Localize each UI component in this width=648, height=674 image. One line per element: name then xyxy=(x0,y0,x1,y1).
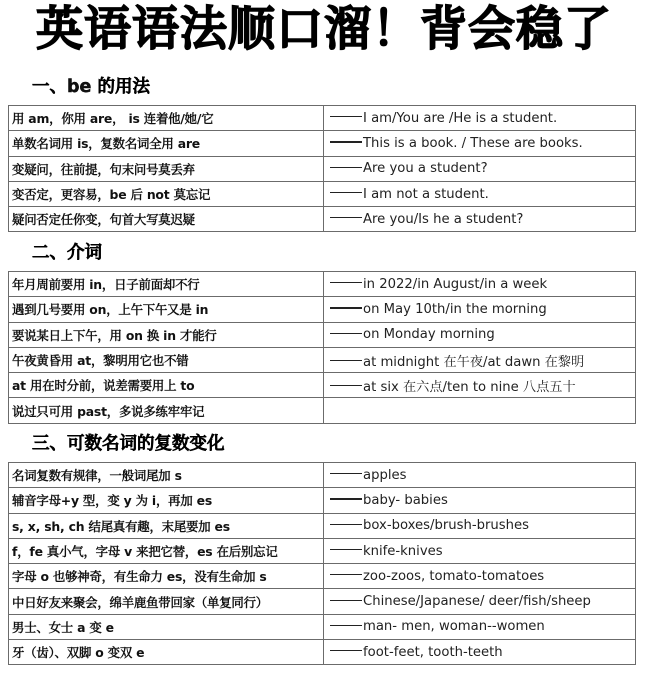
rule-cell: 要说某日上下午，用 on 换 in 才能行 xyxy=(9,322,324,347)
dash-divider xyxy=(330,574,362,575)
rule-cell: 用 am，你用 are， is 连着他/她/它 xyxy=(9,106,324,131)
example-text: man- men, woman--women xyxy=(363,619,545,635)
dash-divider xyxy=(330,217,362,218)
dash-divider xyxy=(330,167,362,168)
example-text: apples xyxy=(363,467,407,483)
example-text: baby- babies xyxy=(363,492,448,508)
table-row xyxy=(9,640,636,665)
rule-cell: 辅音字母+y 型，变 y 为 i，再加 es xyxy=(9,488,324,513)
table-row xyxy=(9,207,636,232)
page-title: 英语语法顺口溜！背会稳了 xyxy=(36,2,612,57)
dash-divider xyxy=(330,650,362,651)
rule-cell: 变否定，更容易，be 后 not 莫忘记 xyxy=(9,181,324,206)
rule-cell: 疑问否定任你变，句首大写莫迟疑 xyxy=(9,207,324,232)
rule-cell: 变疑问，往前提，句末问号莫丢弃 xyxy=(9,156,324,181)
example-text: on Monday morning xyxy=(363,327,495,343)
example-text: in 2022/in August/in a week xyxy=(363,276,548,292)
example-cell xyxy=(324,614,636,639)
example-cell xyxy=(324,131,636,156)
rule-cell: 字母 o 也够神奇，有生命力 es，没有生命加 s xyxy=(9,564,324,589)
example-text: at six 在六点/ten to nine 八点五十 xyxy=(363,379,576,395)
rule-cell: s, x, sh, ch 结尾真有趣，末尾要加 es xyxy=(9,513,324,538)
example-cell xyxy=(324,322,636,347)
example-text: I am not a student. xyxy=(363,186,489,202)
table-row xyxy=(9,463,636,488)
rule-cell: f，fe 真小气，字母 v 来把它替，es 在后别忘记 xyxy=(9,538,324,563)
example-cell xyxy=(324,463,636,488)
example-cell xyxy=(324,106,636,131)
table-row xyxy=(9,614,636,639)
table-row xyxy=(9,589,636,614)
rule-cell: 牙（齿）、双脚 o 变双 e xyxy=(9,640,324,665)
example-text: This is a book. / These are books. xyxy=(363,135,583,151)
table-row xyxy=(9,272,636,297)
section-heading-prepositions: 二、介词 xyxy=(32,243,102,263)
table-row xyxy=(9,398,636,423)
table-row xyxy=(9,297,636,322)
table-row xyxy=(9,564,636,589)
dash-divider xyxy=(330,549,362,550)
be-usage-table xyxy=(8,105,636,232)
table-row xyxy=(9,156,636,181)
example-cell xyxy=(324,488,636,513)
example-cell xyxy=(324,297,636,322)
example-cell xyxy=(324,640,636,665)
table-row xyxy=(9,538,636,563)
dash-divider xyxy=(330,524,362,525)
dash-divider xyxy=(330,192,362,193)
table-row xyxy=(9,322,636,347)
table-row xyxy=(9,513,636,538)
example-text: zoo-zoos, tomato-tomatoes xyxy=(363,568,545,584)
table-row xyxy=(9,181,636,206)
rule-cell: 名词复数有规律，一般词尾加 s xyxy=(9,463,324,488)
dash-divider xyxy=(330,333,362,334)
table-row xyxy=(9,347,636,372)
example-cell xyxy=(324,564,636,589)
example-cell xyxy=(324,156,636,181)
table-row xyxy=(9,106,636,131)
example-text: Are you/Is he a student? xyxy=(363,211,524,227)
dash-divider xyxy=(330,116,362,117)
dash-divider xyxy=(330,385,362,386)
rule-cell: 遇到几号要用 on，上午下午又是 in xyxy=(9,297,324,322)
example-text: I am/You are /He is a student. xyxy=(363,110,558,126)
dash-divider xyxy=(330,282,362,283)
rule-cell: 单数名词用 is，复数名词全用 are xyxy=(9,131,324,156)
example-cell xyxy=(324,513,636,538)
example-cell xyxy=(324,538,636,563)
example-text: knife-knives xyxy=(363,543,443,559)
example-cell xyxy=(324,347,636,372)
table-row xyxy=(9,131,636,156)
plural-nouns-table xyxy=(8,462,636,665)
example-text: Chinese/Japanese/ deer/fish/sheep xyxy=(363,594,591,610)
dash-divider xyxy=(330,625,362,626)
example-text: at midnight 在午夜/at dawn 在黎明 xyxy=(363,354,585,370)
example-cell xyxy=(324,589,636,614)
dash-divider xyxy=(330,473,362,474)
dash-divider xyxy=(330,360,362,361)
prepositions-table xyxy=(8,271,636,424)
rule-cell: 说过只可用 past，多说多练牢牢记 xyxy=(9,398,324,423)
rule-cell: 午夜黄昏用 at，黎明用它也不错 xyxy=(9,347,324,372)
example-cell xyxy=(324,272,636,297)
example-text: box-boxes/brush-brushes xyxy=(363,518,529,534)
example-cell xyxy=(324,373,636,398)
section-heading-plural-nouns: 三、可数名词的复数变化 xyxy=(32,434,225,454)
example-text: foot-feet, tooth-teeth xyxy=(363,644,503,660)
rule-cell: 年月周前要用 in，日子前面却不行 xyxy=(9,272,324,297)
example-cell xyxy=(324,181,636,206)
example-text: on May 10th/in the morning xyxy=(363,301,547,317)
example-text: Are you a student? xyxy=(363,161,488,177)
rule-cell: at 用在时分前，说差需要用上 to xyxy=(9,373,324,398)
rule-cell: 中日好友来聚会，绵羊鹿鱼带回家（单复同行） xyxy=(9,589,324,614)
table-row xyxy=(9,488,636,513)
rule-cell: 男士、女士 a 变 e xyxy=(9,614,324,639)
example-cell-empty xyxy=(324,398,636,423)
example-cell xyxy=(324,207,636,232)
section-heading-be-usage: 一、be 的用法 xyxy=(32,77,150,97)
table-row xyxy=(9,373,636,398)
dash-divider xyxy=(330,141,362,142)
dash-divider xyxy=(330,600,362,601)
dash-divider xyxy=(330,307,362,308)
dash-divider xyxy=(330,498,362,499)
